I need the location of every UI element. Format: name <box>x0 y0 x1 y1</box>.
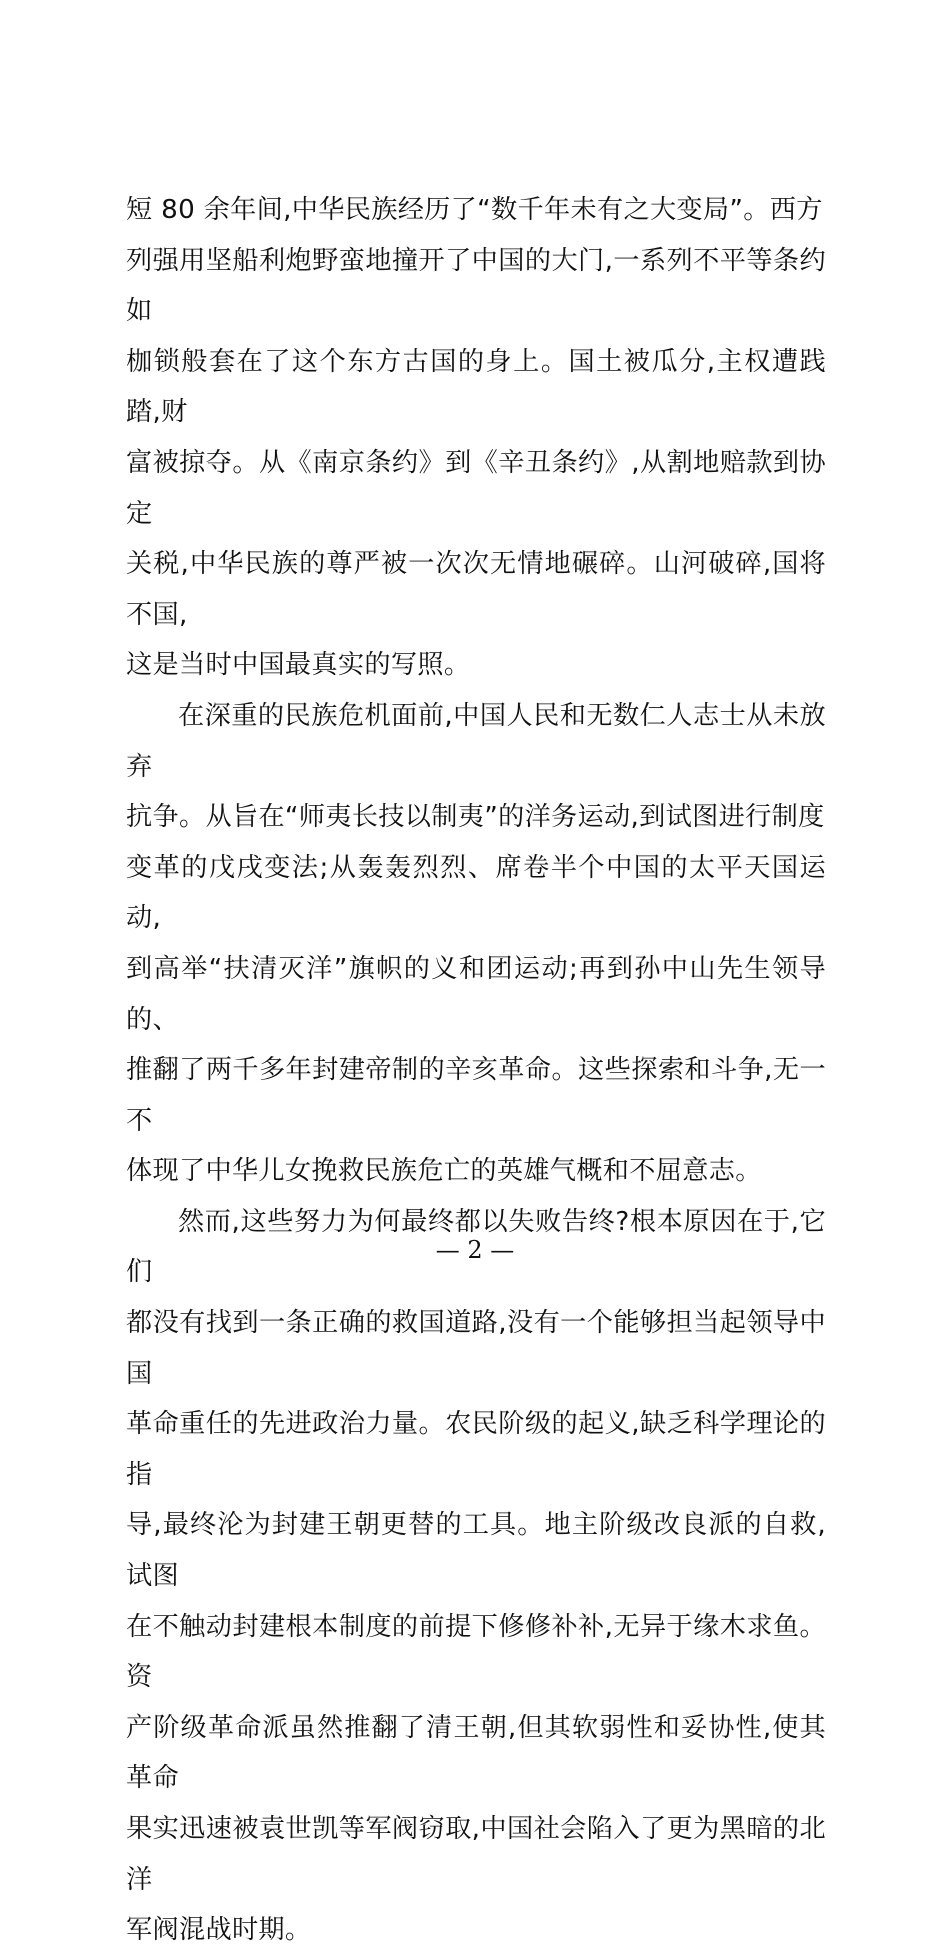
paragraph-3-line-2: 都没有找到一条正确的救国道路,没有一个能够担当起领导中国 <box>126 1308 826 1389</box>
paragraph-2-line-1: 在深重的民族危机面前,中国人民和无数仁人志士从未放弃 <box>126 700 826 782</box>
paragraph-3-line-8: 军阀混战时期。 <box>126 1915 312 1946</box>
paragraph-1-line-2: 列强用坚船利炮野蛮地撞开了中国的大门,一系列不平等条约如 <box>126 245 826 327</box>
paragraph-1-line-3: 枷锁般套在了这个东方古国的身上。国土被瓜分,主权遭践踏,财 <box>126 346 826 428</box>
paragraph-3-line-5: 在不触动封建根本制度的前提下修修补补,无异于缘木求鱼。资 <box>126 1611 826 1693</box>
paragraph-3-line-7: 果实迅速被袁世凯等军阀窃取,中国社会陷入了更为黑暗的北洋 <box>126 1814 826 1895</box>
paragraph-1-line-5: 关税,中华民族的尊严被一次次无情地碾碎。山河破碎,国将不国, <box>126 549 826 630</box>
paragraph-2-line-4: 到高举“扶清灭洋”旗帜的义和团运动;再到孙中山先生领导的、 <box>126 953 826 1035</box>
body-text <box>126 185 826 1956</box>
paragraph-3-line-6: 产阶级革命派虽然推翻了清王朝,但其软弱性和妥协性,使其革命 <box>126 1712 826 1794</box>
paragraph-2-line-6: 体现了中华儿女挽救民族危亡的英雄气概和不屈意志。 <box>126 1156 762 1187</box>
paragraph-1 <box>126 185 826 691</box>
paragraph-3-line-3: 革命重任的先进政治力量。农民阶级的起义,缺乏科学理论的指 <box>126 1409 826 1490</box>
page-number: — 2 — <box>435 1236 515 1264</box>
paragraph-3-line-4: 导,最终沦为封建王朝更替的工具。地主阶级改良派的自救,试图 <box>126 1510 826 1592</box>
paragraph-3-line-1: 然而,这些努力为何最终都以失败告终?根本原因在于,它们 <box>126 1206 826 1288</box>
paragraph-3 <box>126 1197 826 1956</box>
paragraph-1-line-1: 短 80 余年间,中华民族经历了“数千年未有之大变局”。西方 <box>126 195 823 225</box>
paragraph-2 <box>126 691 826 1197</box>
paragraph-1-line-4: 富被掠夺。从《南京条约》到《辛丑条约》,从割地赔款到协定 <box>126 447 826 529</box>
paragraph-2-line-3: 变革的戊戌变法;从轰轰烈烈、席卷半个中国的太平天国运动, <box>126 852 826 934</box>
paragraph-2-line-5: 推翻了两千多年封建帝制的辛亥革命。这些探索和斗争,无一不 <box>126 1055 826 1136</box>
paragraph-2-line-2: 抗争。从旨在“师夷长技以制夷”的洋务运动,到试图进行制度 <box>126 802 825 833</box>
paragraph-1-line-6: 这是当时中国最真实的写照。 <box>126 650 471 681</box>
